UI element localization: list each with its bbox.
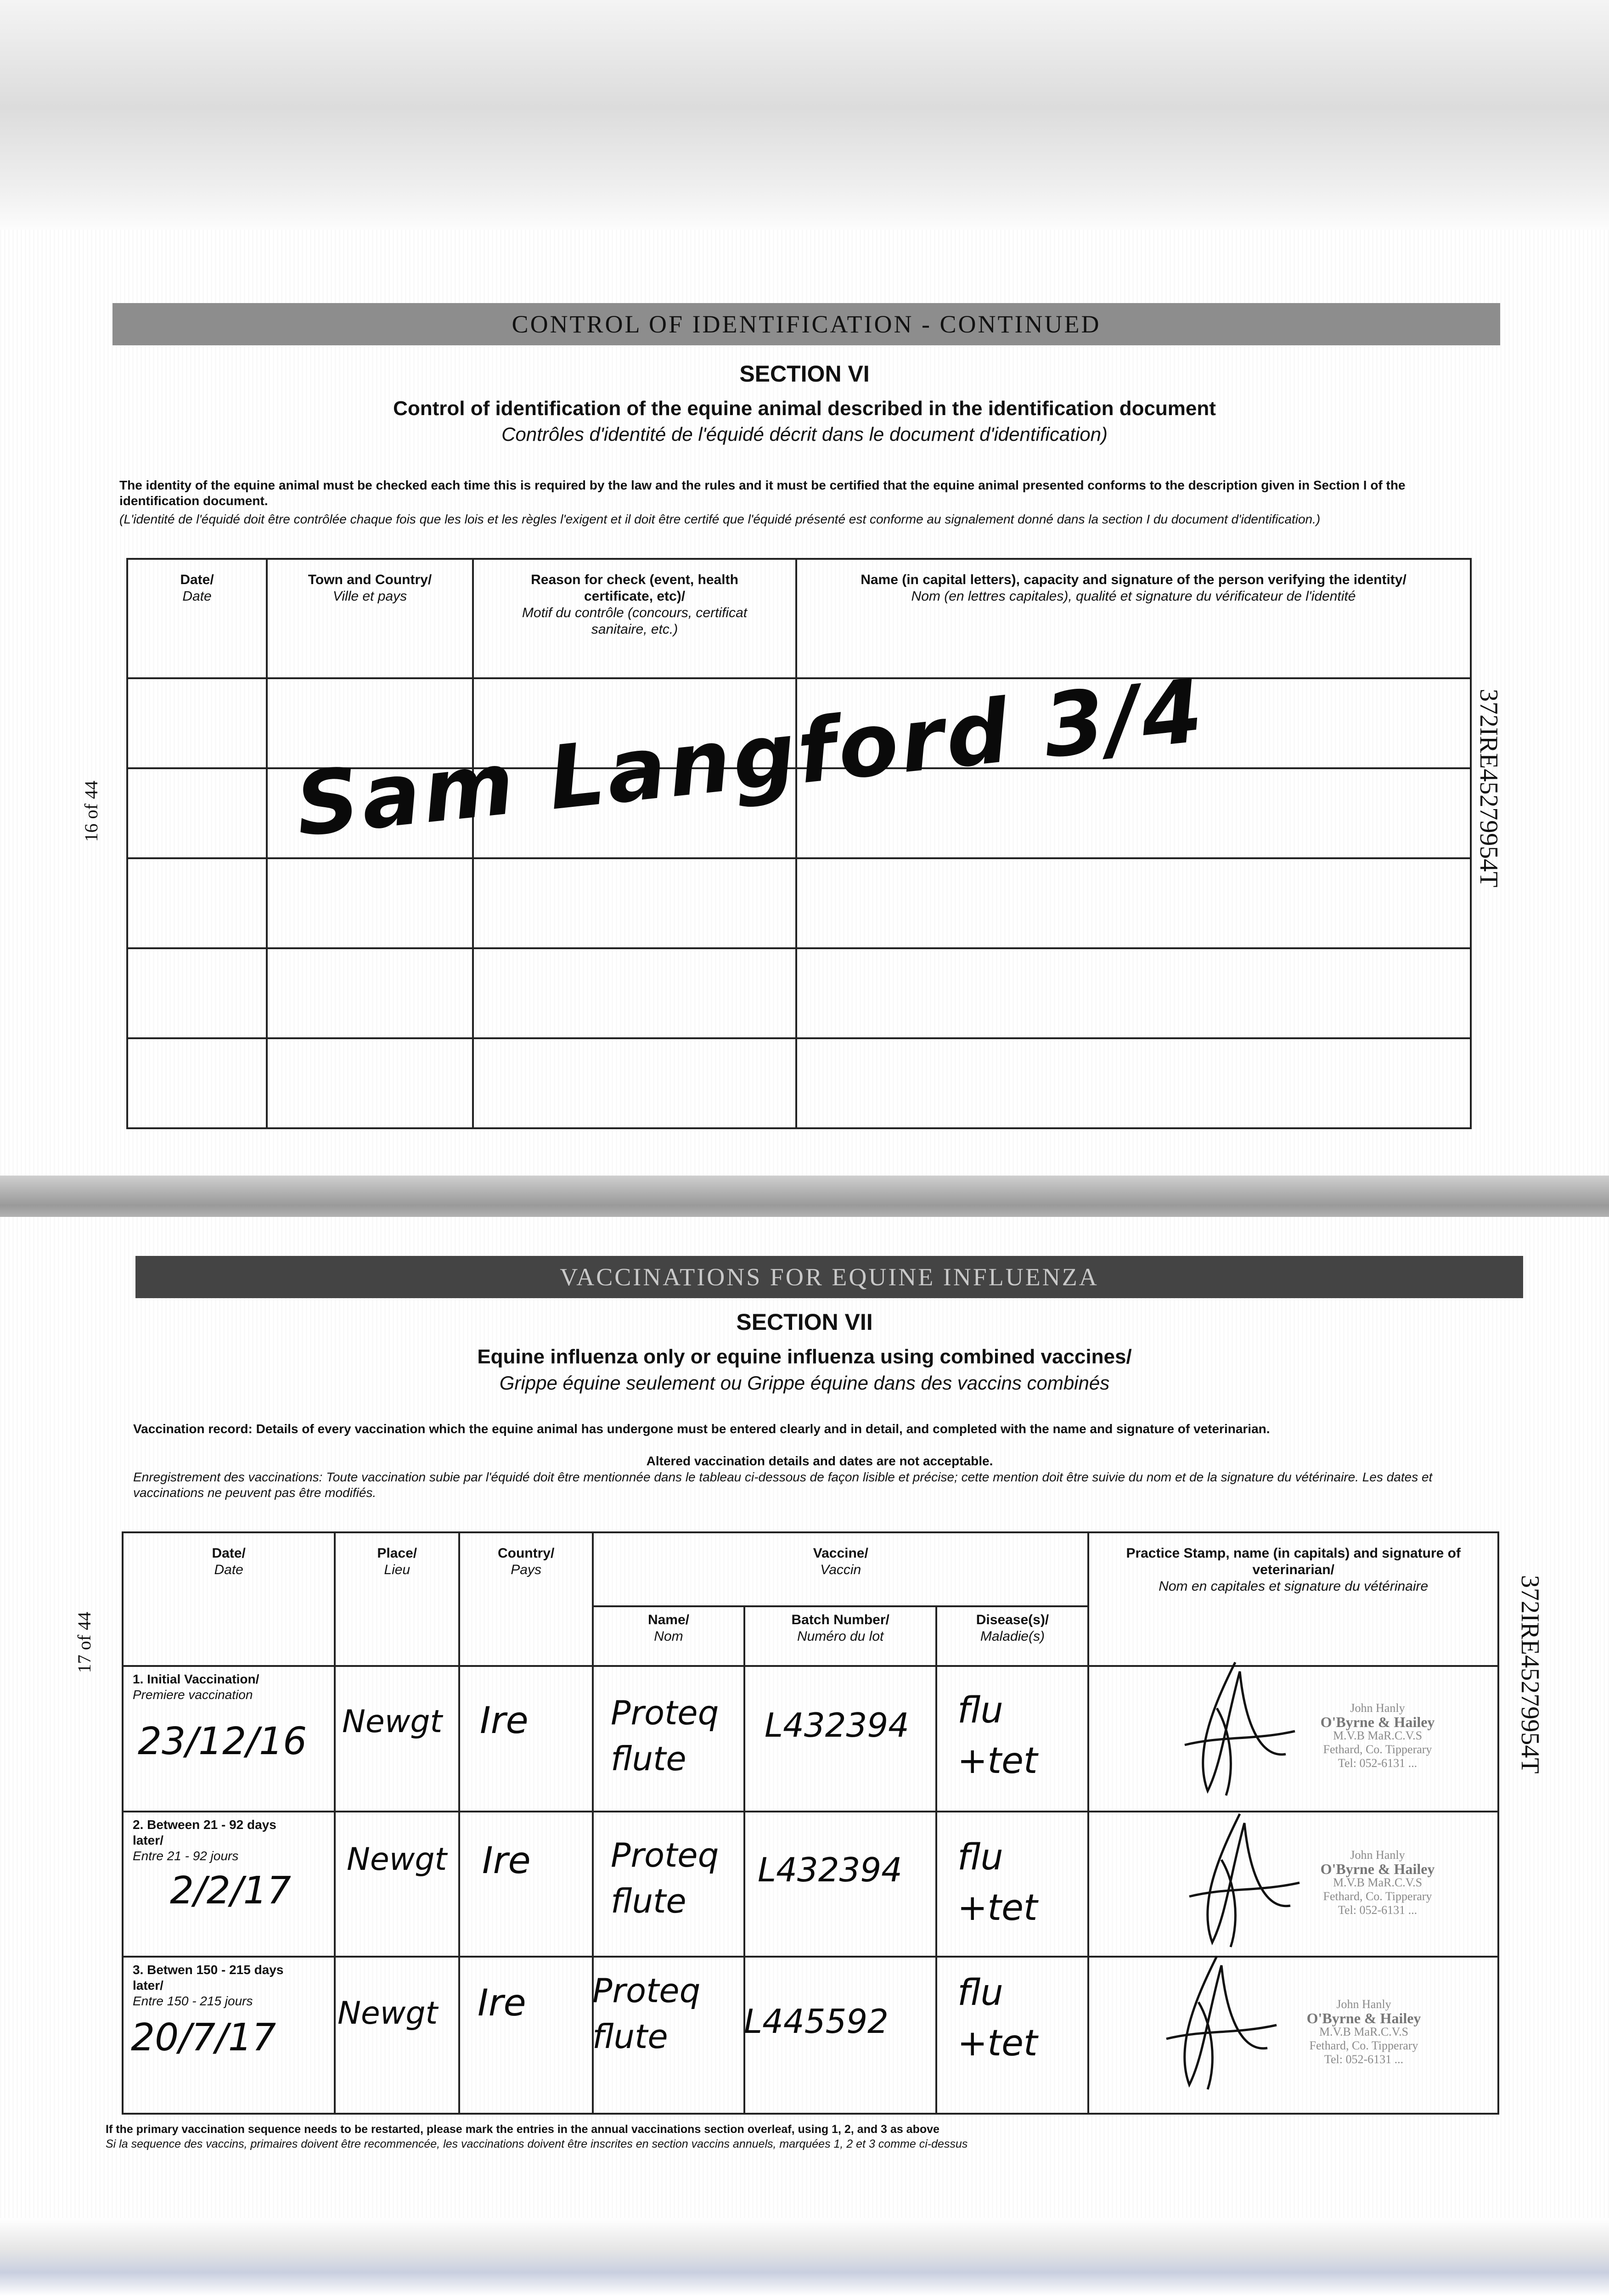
record-text: Vaccination record: Details of every vaccination which the equine animal has undergone must be entered clearly and in detail, and completed with the name and signature of veterinarian. [133,1422,1270,1436]
record-text-fr: Enregistrement des vaccinations: Toute vaccination subie par l'équidé doit être mentionnée dans le tableau ci-dessous de façon lisible et précise; cette mention doit être suivie du nom et de la signature du vétérinaire. Les dates et vaccinations ne peuvent pas être modifiés. [133,1470,1433,1500]
stamp-practice: O'Byrne & Hailey [1320,1861,1435,1877]
col-stamp-fr: Nom en capitales et signature du vétérinaire [1159,1579,1429,1594]
stamp-qualification: M.V.B MaR.C.V.S [1333,1876,1423,1889]
col-country [459,1532,593,1666]
practice-stamp [1281,1701,1474,1770]
col-reason-fr: Motif du contrôle (concours, certificat sanitaire, etc.) [522,605,748,637]
col-batch-fr: Numéro du lot [797,1628,884,1644]
stamp-vet-name: John Hanly [1336,1998,1391,2011]
hw-disease: flu +tet [957,1837,1038,1929]
table-row [127,858,1471,948]
hw-vaccine-name: Proteq flute [611,1694,719,1778]
col-date-en: Date/ [212,1546,246,1561]
stamp-qualification: M.V.B MaR.C.V.S [1333,1729,1423,1742]
col-vaccine-name-en: Name/ [647,1612,689,1627]
col-reason [473,559,796,678]
col-vaccine-name-fr: Nom [654,1628,683,1644]
col-batch [744,1606,937,1666]
section-title-fr: Contrôles d'identité de l'équidé décrit dans le document d'identification) [501,423,1108,445]
veterinarian-signature [1148,1947,1286,2099]
row-label-fr: Premiere vaccination [133,1688,253,1702]
hw-vaccine-name: Proteq flute [592,1971,701,2056]
stamp-address: Fethard, Co. Tipperary [1323,1743,1432,1756]
page-number: 16 of 44 [81,781,101,842]
stamp-practice: O'Byrne & Hailey [1320,1714,1435,1730]
col-date [127,559,267,678]
intro-text: The identity of the equine animal must be checked each time this is required by the law and the rules and it must be certified that the equine animal presented conforms to the description given in Section I of the identification document. [119,478,1406,508]
col-town-en: Town and Country/ [308,572,432,587]
col-batch-en: Batch Number/ [791,1612,889,1627]
hw-batch: L445592 [744,2002,889,2041]
col-vaccine-fr: Vaccin [820,1562,861,1577]
stamp-vet-name: John Hanly [1350,1848,1405,1862]
col-disease [936,1606,1088,1666]
col-country-fr: Pays [511,1562,541,1577]
row-label-fr: Entre 21 - 92 jours [133,1848,239,1863]
document-id: 372IRE45279954T [1516,1575,1544,1774]
section-heading: SECTION VI [739,361,870,387]
hw-batch: L432394 [758,1851,902,1889]
hw-vaccine-name: Proteq flute [611,1836,719,1920]
col-vaccine-en: Vaccine/ [813,1546,868,1561]
veterinarian-signature [1166,1653,1304,1805]
section-banner [113,303,1500,345]
col-place-en: Place/ [377,1546,417,1561]
section-heading: SECTION VII [736,1309,873,1335]
col-town [267,559,473,678]
col-stamp-en: Practice Stamp, name (in capitals) and signature of veterinarian/ [1126,1546,1461,1577]
intro-text-fr: (L'identité de l'équidé doit être contrôlée chaque fois que les lois et les règles l'exigent et il doit être certifé que l'équidé présenté est conforme au signalement donné dans la section I du document d'identification.) [119,512,1321,526]
scan-bottom-edge [0,2218,1609,2296]
stamp-vet-name: John Hanly [1350,1701,1405,1715]
col-town-fr: Ville et pays [332,589,407,604]
section-title-fr: Grippe équine seulement ou Grippe équine dans des vaccins combinés [499,1372,1110,1394]
hw-place: Newgt [342,1704,443,1740]
section-banner [135,1256,1523,1298]
document-id: 372IRE45279954T [1474,689,1503,888]
hw-date: 2/2/17 [170,1869,291,1913]
hw-disease: flu +tet [957,1690,1038,1782]
hw-batch: L432394 [765,1706,909,1745]
hw-country: Ire [480,1699,529,1742]
col-disease-en: Disease(s)/ [976,1612,1049,1627]
banner-text: VACCINATIONS FOR EQUINE INFLUENZA [560,1263,1099,1291]
page-number: 17 of 44 [74,1612,95,1673]
stamp-phone: Tel: 052-6131 ... [1338,1756,1418,1770]
row-label-en: 3. Betwen 150 - 215 days later/ [133,1963,284,1993]
section-title: Equine influenza only or equine influenza using combined vaccines/ [477,1345,1132,1368]
footnote: If the primary vaccination sequence needs to be restarted, please mark the entries in the annual vaccinations section overleaf, using 1, 2, and 3 as above [106,2123,940,2136]
col-verifier-en: Name (in capital letters), capacity and signature of the person verifying the identity/ [861,572,1406,587]
practice-stamp [1281,1848,1474,1917]
stamp-address: Fethard, Co. Tipperary [1323,1890,1432,1903]
stamp-address: Fethard, Co. Tipperary [1309,2039,1418,2052]
handwritten-verifier-name: Sam Langford 3/4 [291,659,1210,856]
footnote-fr: Si la sequence des vaccins, primaires doivent être recommencée, les vaccinations doivent être inscrites en section vaccins annuels, marquées 1, 2 et 3 comme ci-dessus [106,2138,968,2150]
row-label-en: 2. Between 21 - 92 days later/ [133,1817,276,1847]
hw-date: 20/7/17 [131,2016,276,2060]
col-country-en: Country/ [497,1546,555,1561]
stamp-qualification: M.V.B MaR.C.V.S [1319,2025,1409,2038]
col-vaccine [593,1532,1088,1606]
scan-top-shadow [0,0,1609,239]
stamp-phone: Tel: 052-6131 ... [1324,2053,1404,2066]
col-disease-fr: Maladie(s) [980,1628,1045,1644]
col-date-fr: Date [214,1562,243,1577]
table-row [127,1038,1471,1128]
record-text-2: Altered vaccination details and dates are not acceptable. [646,1454,993,1468]
hw-date: 23/12/16 [138,1720,307,1763]
hw-country: Ire [482,1839,531,1882]
practice-stamp [1267,1998,1460,2066]
veterinarian-signature [1171,1805,1309,1956]
banner-text: CONTROL OF IDENTIFICATION - CONTINUED [512,310,1101,338]
col-place-fr: Lieu [384,1562,411,1577]
col-verifier-fr: Nom (en lettres capitales), qualité et signature du vérificateur de l'identité [911,589,1356,604]
col-date-en: Date/ [180,572,214,587]
col-stamp [1088,1532,1498,1666]
col-verifier [796,559,1471,678]
section-title: Control of identification of the equine animal described in the identification document [393,397,1216,420]
col-date-fr: Date [182,589,212,604]
col-place [335,1532,459,1666]
hw-country: Ire [478,1981,526,2024]
col-vaccine-name [593,1606,744,1666]
hw-place: Newgt [347,1841,447,1878]
stamp-phone: Tel: 052-6131 ... [1338,1903,1418,1917]
hw-disease: flu +tet [957,1972,1038,2064]
row-label-en: 1. Initial Vaccination/ [133,1672,259,1687]
hw-place: Newgt [338,1995,438,2032]
col-reason-en: Reason for check (event, health certificate, etc)/ [531,572,738,604]
table-row [127,948,1471,1038]
row-label-fr: Entre 150 - 215 jours [133,1994,253,2009]
col-date [123,1532,335,1666]
stamp-practice: O'Byrne & Hailey [1306,2010,1421,2026]
